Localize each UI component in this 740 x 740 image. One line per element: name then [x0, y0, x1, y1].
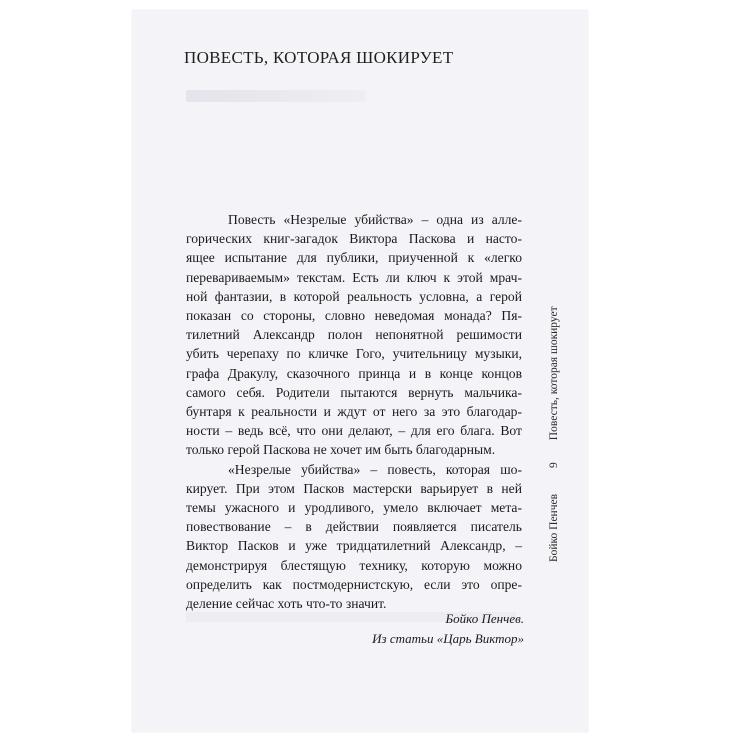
- text-line: горических книг-загадок Виктора Паскова и насто-: [186, 231, 522, 247]
- text-line: тилетний Александр полон непонятной решимости: [186, 327, 522, 343]
- page-title: ПОВЕСТЬ, КОТОРАЯ ШОКИРУЕТ: [184, 48, 454, 67]
- text-line: Повесть «Незрелые убийства» – одна из алле-: [228, 212, 522, 227]
- text-line: демонстрируя блестящую технику, которую можно: [186, 557, 522, 573]
- text-line: показан со стороны, словно неведомая монада? Пя-: [186, 308, 522, 324]
- text-line: только герой Паскова не хочет им быть благодарным.: [186, 442, 496, 458]
- running-head: [546, 186, 562, 562]
- page-number: 9: [548, 462, 560, 468]
- text-line: деление сейчас хоть что-то значит.: [186, 596, 387, 612]
- text-line: ящее испытание для публики, приученной к «легко: [186, 250, 522, 266]
- text-line: «Незрелые убийства» – повесть, которая шо-: [228, 461, 522, 477]
- signature-author: Бойко Пенчев.: [445, 611, 524, 626]
- text-line: ности – ведь всё, что они делают, – для его блага. Вот: [186, 423, 522, 439]
- text-line: определить как постмодернистскую, если это опре-: [186, 576, 522, 592]
- text-line: убить черепаху по кличке Гого, учительницу музыки,: [186, 346, 522, 362]
- text-line: бунтаря к реальности и ждут от него за это благодар-: [186, 404, 522, 420]
- text-line: темы ужасного и уродливого, умело включает мета-: [186, 500, 522, 516]
- body-text: [186, 210, 522, 613]
- text-line: самого себя. Родители пытаются вернуть мальчика-: [186, 384, 522, 400]
- bleed-through-text: [186, 90, 366, 102]
- text-line: кирует. При этом Пасков мастерски варьирует в ней: [186, 480, 522, 496]
- text-line: графа Дракулу, сказочного принца и в конце концов: [186, 365, 522, 381]
- running-head-author: Бойко Пенчев: [548, 493, 560, 562]
- signature-source: Из статьи «Царь Виктор»: [372, 631, 524, 646]
- text-line: повествование – в действии появляется писатель: [186, 519, 522, 535]
- running-head-title: Повесть, которая шокирует: [548, 306, 560, 441]
- text-line: ной фантазии, в которой реальность условна, а герой: [186, 288, 522, 304]
- text-line: Виктор Пасков и уже тридцатилетний Александр, –: [186, 538, 522, 554]
- text-line: перевариваемым» текстам. Есть ли ключ к этой мрач-: [186, 269, 522, 285]
